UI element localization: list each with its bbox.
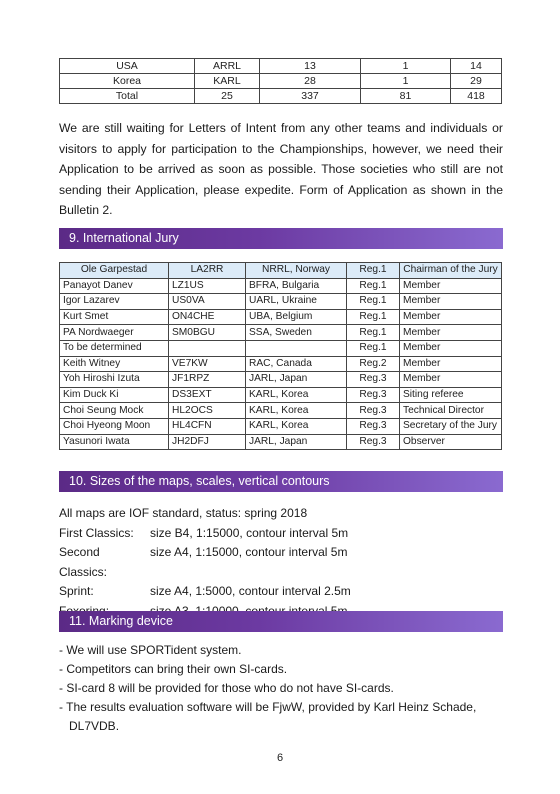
table-cell: Korea — [60, 74, 195, 89]
table-cell: Siting referee — [400, 387, 502, 403]
table-cell: Choi Seung Mock — [60, 403, 169, 419]
table-header-cell: NRRL, Norway — [246, 263, 347, 279]
table-cell: RAC, Canada — [246, 356, 347, 372]
table-row — [60, 325, 502, 341]
table-row — [60, 309, 502, 325]
table-cell: Yasunori Iwata — [60, 434, 169, 450]
table-cell: JH2DFJ — [169, 434, 246, 450]
table-cell: 13 — [260, 59, 361, 74]
table-cell: HL4CFN — [169, 418, 246, 434]
table-header-cell: Ole Garpestad — [60, 263, 169, 279]
table-row — [60, 89, 502, 104]
page-number: 6 — [276, 752, 284, 764]
table-cell: Member — [400, 340, 502, 356]
table-cell: Reg.3 — [347, 403, 400, 419]
section-10-heading: 10. Sizes of the maps, scales, vertical contours — [59, 471, 503, 492]
table-cell — [169, 340, 246, 356]
table-cell: Total — [60, 89, 195, 104]
table-cell: Member — [400, 294, 502, 310]
table-cell: 14 — [451, 59, 502, 74]
table-cell: KARL, Korea — [246, 418, 347, 434]
table-cell: Keith Witney — [60, 356, 169, 372]
list-item: - SI-card 8 will be provided for those who do not have SI-cards. — [59, 681, 394, 695]
table-cell: Technical Director — [400, 403, 502, 419]
table-cell: Reg.3 — [347, 372, 400, 388]
table-cell: HL2OCS — [169, 403, 246, 419]
marking-device-list — [59, 641, 503, 736]
map-spec-row — [59, 524, 503, 544]
map-spec-value: size B4, 1:15000, contour interval 5m — [150, 525, 349, 540]
table-cell: KARL — [195, 74, 260, 89]
table-cell: Panayot Danev — [60, 278, 169, 294]
table-cell: Reg.1 — [347, 340, 400, 356]
table-row — [60, 59, 502, 74]
table-cell: Reg.1 — [347, 294, 400, 310]
table-cell: Igor Lazarev — [60, 294, 169, 310]
intro-paragraph: We are still waiting for Letters of Intent from any other teams and individuals or visitors to apply for participation to the Championships, however, we need their Application to be arrived as soon as possible. Those societies who still are not sending their Application, please expedite. Form of Application as shown in the Bulletin 2. — [59, 121, 503, 217]
table-cell: SM0BGU — [169, 325, 246, 341]
table-cell: Choi Hyeong Moon — [60, 418, 169, 434]
table-cell: 28 — [260, 74, 361, 89]
participation-summary-table — [59, 58, 502, 104]
table-cell: 418 — [451, 89, 502, 104]
table-cell: BFRA, Bulgaria — [246, 278, 347, 294]
list-item: - We will use SPORTident system. — [59, 643, 242, 657]
table-cell: Member — [400, 309, 502, 325]
table-row — [60, 340, 502, 356]
table-cell: Member — [400, 325, 502, 341]
table-row — [60, 356, 502, 372]
list-item: - The results evaluation software will be FjwW, provided by Karl Heinz Schade, DL7VDB. — [59, 700, 477, 733]
table-cell: Yoh Hiroshi Izuta — [60, 372, 169, 388]
table-cell: Reg.1 — [347, 278, 400, 294]
table-cell: Observer — [400, 434, 502, 450]
table-cell: KARL, Korea — [246, 403, 347, 419]
table-cell: 337 — [260, 89, 361, 104]
map-spec-label: First Classics: — [59, 525, 134, 540]
table-cell: PA Nordwaeger — [60, 325, 169, 341]
table-header-row — [60, 263, 502, 279]
table-row — [60, 294, 502, 310]
table-cell: 1 — [361, 74, 451, 89]
section-9-heading: 9. International Jury — [59, 228, 503, 249]
table-cell — [246, 340, 347, 356]
map-spec-row — [59, 582, 503, 602]
table-header-cell: Chairman of the Jury — [400, 263, 502, 279]
table-cell: 1 — [361, 59, 451, 74]
table-cell: KARL, Korea — [246, 387, 347, 403]
table-row — [60, 387, 502, 403]
table-cell: US0VA — [169, 294, 246, 310]
section-11-heading: 11. Marking device — [59, 611, 503, 632]
table-cell: JF1RPZ — [169, 372, 246, 388]
table-row — [60, 372, 502, 388]
table-cell: LZ1US — [169, 278, 246, 294]
table-cell: ON4CHE — [169, 309, 246, 325]
table-cell: VE7KW — [169, 356, 246, 372]
map-spec-label: Sprint: — [59, 584, 94, 598]
map-intro-text: All maps are IOF standard, status: spring 2018 — [59, 506, 308, 520]
table-cell: Member — [400, 356, 502, 372]
table-cell: To be determined — [60, 340, 169, 356]
table-cell: Kurt Smet — [60, 309, 169, 325]
table-cell: JARL, Japan — [246, 372, 347, 388]
table-cell: Reg.3 — [347, 418, 400, 434]
table-row — [60, 418, 502, 434]
jury-table — [59, 262, 502, 450]
map-spec-label: Second Classics: — [59, 545, 108, 579]
table-row — [60, 434, 502, 450]
table-cell: UARL, Ukraine — [246, 294, 347, 310]
table-cell: JARL, Japan — [246, 434, 347, 450]
table-cell: Member — [400, 278, 502, 294]
table-cell: Kim Duck Ki — [60, 387, 169, 403]
map-spec-value: size A4, 1:5000, contour interval 2.5m — [150, 584, 351, 598]
list-item: - Competitors can bring their own SI-cards. — [59, 662, 288, 676]
table-cell: SSA, Sweden — [246, 325, 347, 341]
map-spec-row — [59, 543, 503, 582]
table-cell: Reg.3 — [347, 434, 400, 450]
table-cell: ARRL — [195, 59, 260, 74]
map-specifications — [59, 504, 503, 621]
table-cell: Reg.2 — [347, 356, 400, 372]
table-cell: 29 — [451, 74, 502, 89]
table-row — [60, 278, 502, 294]
table-cell: 25 — [195, 89, 260, 104]
table-row — [60, 403, 502, 419]
table-header-cell: LA2RR — [169, 263, 246, 279]
table-row — [60, 74, 502, 89]
map-spec-value: size A4, 1:15000, contour interval 5m — [150, 545, 348, 559]
table-cell: Reg.3 — [347, 387, 400, 403]
table-cell: Reg.1 — [347, 325, 400, 341]
table-cell: Member — [400, 372, 502, 388]
table-cell: Reg.1 — [347, 309, 400, 325]
table-cell: 81 — [361, 89, 451, 104]
table-cell: USA — [60, 59, 195, 74]
table-cell: UBA, Belgium — [246, 309, 347, 325]
table-cell: Secretary of the Jury — [400, 418, 502, 434]
map-intro-line — [59, 504, 503, 524]
table-cell: DS3EXT — [169, 387, 246, 403]
table-header-cell: Reg.1 — [347, 263, 400, 279]
